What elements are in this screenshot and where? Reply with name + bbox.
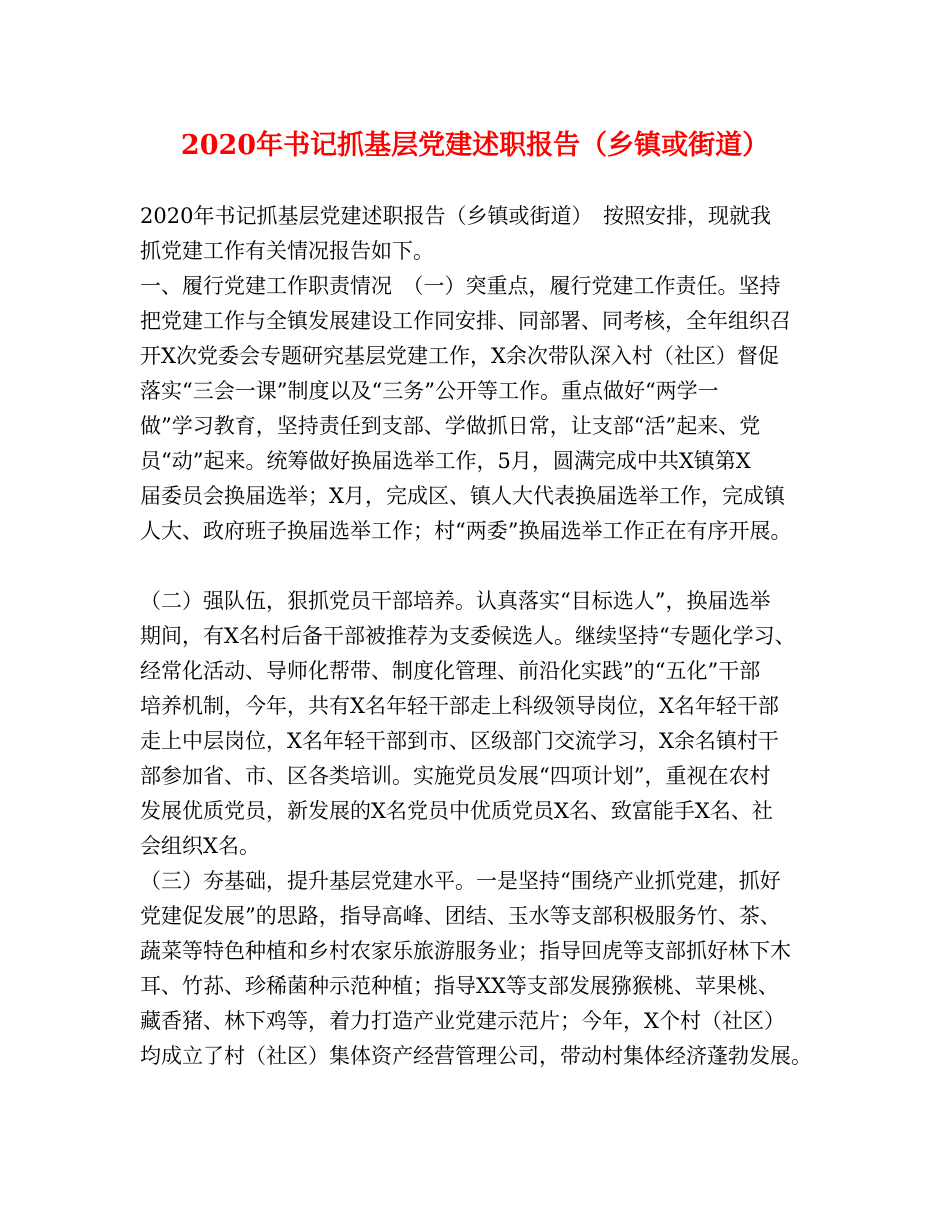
body-line: 蔬菜等特色种植和乡村农家乐旅游服务业；指导回虎等支部抓好林下木 <box>140 939 791 963</box>
body-line: 经常化活动、导师化帮带、制度化管理、前沿化实践”的“五化”干部 <box>140 659 761 683</box>
body-line: 走上中层岗位，X名年轻干部到市、区级部门交流学习，X余名镇村干 <box>140 729 779 753</box>
body-line: 培养机制，今年，共有X名年轻干部走上科级领导岗位，X名年轻干部 <box>140 694 779 718</box>
body-line: 人大、政府班子换届选举工作；村“两委”换届选举工作正在有序开展。 <box>140 519 792 543</box>
body-line: 均成立了村（社区）集体资产经营管理公司，带动村集体经济蓬勃发展。 <box>140 1044 812 1068</box>
document-title: 2020年书记抓基层党建述职报告（乡镇或街道） <box>180 130 770 161</box>
body-line: 耳、竹荪、珍稀菌种示范种植；指导XX等支部发展猕猴桃、苹果桃、 <box>140 974 779 998</box>
body-line: 抓党建工作有关情况报告如下。 <box>140 239 434 263</box>
paragraph-gap <box>140 549 830 584</box>
body-line: （三）夯基础，提升基层党建水平。一是坚持“围绕产业抓党建，抓好 <box>140 869 781 893</box>
body-line: 藏香猪、林下鸡等，着力打造产业党建示范片；今年，X个村（社区） <box>140 1009 785 1033</box>
body-line: （二）强队伍，狠抓党员干部培养。认真落实“目标选人”，换届选举 <box>140 589 771 613</box>
body-line: 一、履行党建工作职责情况 （一）突重点，履行党建工作责任。坚持 <box>140 274 781 298</box>
body-line: 把党建工作与全镇发展建设工作同安排、同部署、同考核，全年组织召 <box>140 309 791 333</box>
body-line: 2020年书记抓基层党建述职报告（乡镇或街道） 按照安排，现就我 <box>140 204 771 228</box>
body-line: 党建促发展”的思路，指导高峰、团结、玉水等支部积极服务竹、茶、 <box>140 904 781 928</box>
body-line: 员“动”起来。统筹做好换届选举工作，5月，圆满完成中共X镇第X <box>140 449 751 473</box>
body-line: 届委员会换届选举；X月，完成区、镇人大代表换届选举工作，完成镇 <box>140 484 785 508</box>
body-line: 期间，有X名村后备干部被推荐为支委候选人。继续坚持“专题化学习、 <box>140 624 796 648</box>
body-line: 开X次党委会专题研究基层党建工作，X余次带队深入村（社区）督促 <box>140 344 779 368</box>
body-line: 发展优质党员，新发展的X名党员中优质党员X名、致富能手X名、社 <box>140 799 773 823</box>
body-line: 部参加省、市、区各类培训。实施党员发展“四项计划”，重视在农村 <box>140 764 771 788</box>
document-body <box>140 199 830 1074</box>
body-line: 落实“三会一课”制度以及“三务”公开等工作。重点做好“两学一 <box>140 379 719 403</box>
body-line: 会组织X名。 <box>140 834 260 858</box>
body-line: 做”学习教育，坚持责任到支部、学做抓日常，让支部“活”起来、党 <box>140 414 761 438</box>
